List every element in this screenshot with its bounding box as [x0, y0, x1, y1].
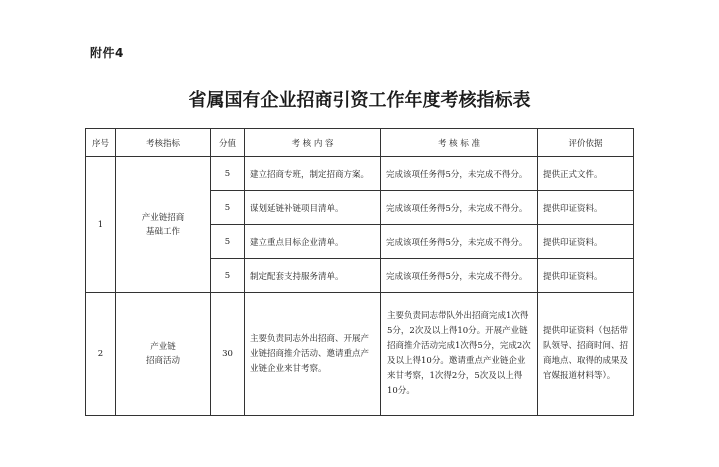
document-title: 省属国有企业招商引资工作年度考核指标表 — [188, 90, 531, 111]
group2-indicator: 产业链 招商活动 — [116, 293, 211, 416]
table-row — [86, 157, 634, 191]
header-score: 分值 — [211, 129, 245, 157]
header-content: 考 核 内 容 — [245, 129, 381, 157]
group2-basis: 提供印证资料（包括带队领导、招商时间、招商地点、取得的成果及官媒报道材料等）。 — [538, 293, 634, 416]
row-content: 制定配套支持服务清单。 — [245, 259, 381, 293]
row-criteria: 完成该项任务得5分，未完成不得分。 — [381, 191, 538, 225]
row-criteria: 完成该项任务得5分，未完成不得分。 — [381, 259, 538, 293]
row-criteria: 完成该项任务得5分，未完成不得分。 — [381, 225, 538, 259]
row-content: 谋划延链补链项目清单。 — [245, 191, 381, 225]
header-row — [86, 129, 634, 157]
row-basis: 提供印证资料。 — [538, 259, 634, 293]
group1-indicator: 产业链招商 基础工作 — [116, 157, 211, 293]
row-content: 建立重点目标企业清单。 — [245, 225, 381, 259]
header-indicator: 考核指标 — [116, 129, 211, 157]
row-score: 5 — [211, 259, 245, 293]
row-content: 建立招商专班，制定招商方案。 — [245, 157, 381, 191]
header-basis: 评价依据 — [538, 129, 634, 157]
header-criteria: 考 核 标 准 — [381, 129, 538, 157]
row-criteria: 完成该项任务得5分，未完成不得分。 — [381, 157, 538, 191]
group1-seq: 1 — [86, 157, 116, 293]
group2-score: 30 — [211, 293, 245, 416]
assessment-table — [85, 128, 634, 416]
row-score: 5 — [211, 225, 245, 259]
row-basis: 提供印证资料。 — [538, 191, 634, 225]
row-basis: 提供印证资料。 — [538, 225, 634, 259]
row-basis: 提供正式文件。 — [538, 157, 634, 191]
table-row — [86, 293, 634, 416]
header-seq: 序号 — [86, 129, 116, 157]
group2-seq: 2 — [86, 293, 116, 416]
row-score: 5 — [211, 157, 245, 191]
row-score: 5 — [211, 191, 245, 225]
group2-criteria: 主要负责同志带队外出招商完成1次得5分，2次及以上得10分。开展产业链招商推介活动完成1次得5分，完成2次及以上得10分。邀请重点产业链企业来甘考察，1次得2分，5次及以上得10分。 — [381, 293, 538, 416]
attachment-label: 附件4 — [90, 46, 124, 60]
group2-content: 主要负责同志外出招商、开展产业链招商推介活动、邀请重点产业链企业来甘考察。 — [245, 293, 381, 416]
